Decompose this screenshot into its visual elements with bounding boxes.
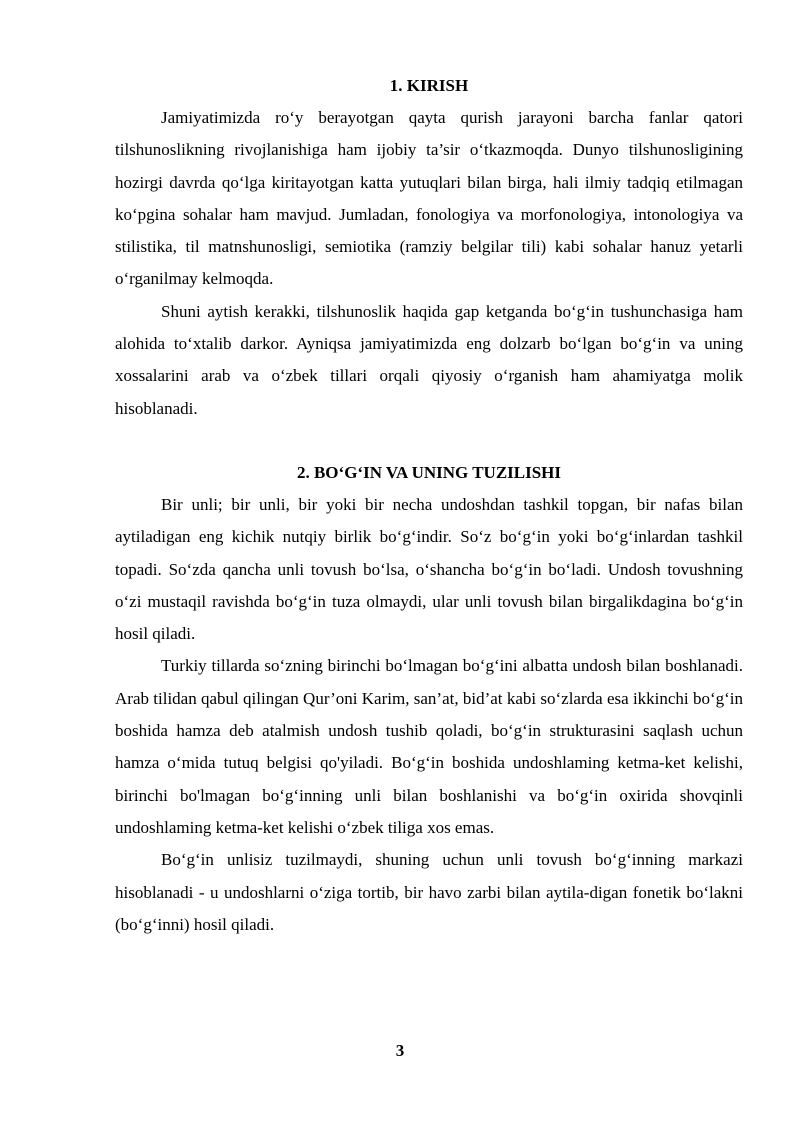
paragraph: Shuni aytish kerakki, tilshunoslik haqida gap ketganda bo‘g‘in tushunchasiga ham alohida to‘xtalib darkor. Ayniqsa jamiyatimizda eng dolzarb bo‘lgan bo‘g‘in va uning xossalarini arab va o‘zbek tillari orqali qiyosiy o‘rganish ham ahamiyatga molik hisoblanadi. — [115, 301, 743, 418]
paragraph: Turkiy tillarda so‘zning birinchi bo‘lmagan bo‘g‘ini albatta undosh bilan boshlanadi. Arab tilidan qabul qilingan Qur’oni Karim, san’at, bid’at kabi so‘zlarda esa ikkinchi bo‘g‘in boshida hamza deb atalmish undosh tushib qoladi, bo‘g‘in strukturasini saqlash uchun hamza o‘mida tutuq belgisi qo'yiladi. Bo‘g‘in boshida undoshlaming ketma-ket kelishi, birinchi bo'lmagan bo‘g‘inning unli bilan boshlanishi va bo‘g‘in oxirida shovqinli undoshlaming ketma-ket kelishi o‘zbek tiliga xos emas. — [115, 656, 743, 837]
section-heading-introduction: 1. KIRISH — [389, 76, 469, 95]
document-page — [115, 70, 743, 941]
paragraph: Jamiyatimizda ro‘y berayotgan qayta qurish jarayoni barcha fanlar qatori tilshunoslikning rivojlanishiga ham ijobiy ta’sir o‘tkazmoqda. Dunyo tilshunosligining hozirgi davrda qo‘lga kiritayotgan katta yutuqlari bilan birga, hali ilmiy tadqiq etilmagan ko‘pgina sohalar ham mavjud. Jumladan, fonologiya va morfonologiya, intonologiya va stilistika, til matnshunosligi, semiotika (ramziy belgilar tili) kabi sohalar hanuz yetarli o‘rganilmay kelmoqda. — [115, 108, 743, 289]
paragraph: Bir unli; bir unli, bir yoki bir necha undoshdan tashkil topgan, bir nafas bilan aytiladigan eng kichik nutqiy birlik bo‘g‘indir. So‘z bo‘g‘in yoki bo‘g‘inlardan tashkil topadi. So‘zda qancha unli tovush bo‘lsa, o‘shancha bo‘g‘in bo‘ladi. Undosh tovushning o‘zi mustaqil ravishda bo‘g‘in tuza olmaydi, ular unli tovush bilan birgalikdagina bo‘g‘in hosil qiladi. — [115, 494, 743, 644]
section-heading-syllable-structure: 2. BO‘G‘IN VA UNING TUZILISHI — [296, 462, 562, 482]
page-number: 3 — [395, 1041, 405, 1060]
paragraph: Bo‘g‘in unlisiz tuzilmaydi, shuning uchun unli tovush bo‘g‘inning markazi hisoblanadi - u undoshlarni o‘ziga tortib, bir havo zarbi bilan aytila-digan fonetik bo‘lakni (bo‘g‘inni) hosil qiladi. — [115, 850, 743, 934]
